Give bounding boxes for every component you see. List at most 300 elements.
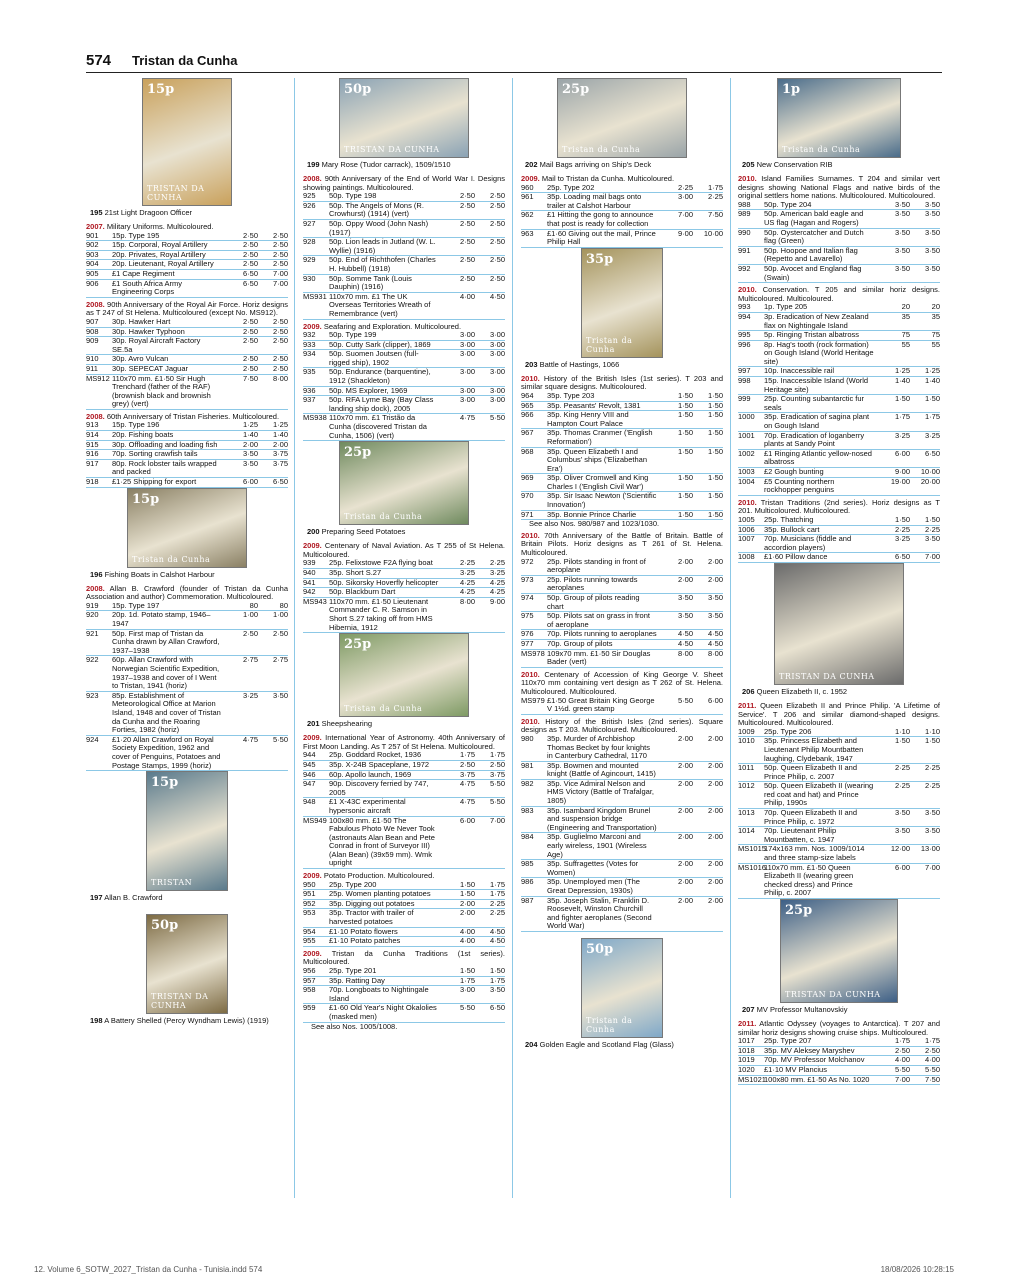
stamp-figure: [521, 248, 723, 369]
catalogue-number: 905: [86, 268, 99, 278]
issue-year: 2008.: [86, 583, 105, 593]
catalogue-number: 969: [521, 473, 534, 483]
issue-heading: [738, 175, 940, 201]
stamp-description: £1 Ringing Atlantic yellow-nosed albatross: [764, 448, 872, 467]
stamp-image: [774, 563, 904, 685]
unused-price: 4·75: [459, 413, 475, 423]
used-price: 4·25: [489, 587, 505, 597]
unused-price: 6·00: [894, 448, 910, 458]
catalogue-row: [738, 827, 940, 845]
catalogue-number: 1007: [738, 534, 755, 544]
stamp-description: 30p. Avro Vulcan: [112, 354, 169, 364]
stamp-description: £1·20 Allan Crawford on Royal Society Expedition, 1962 and cover of Penguins, Potatoes and Postage Stamps, 1999 (horiz): [112, 734, 221, 770]
catalogue-number: 913: [86, 420, 99, 430]
caption-number: 198: [90, 1016, 103, 1026]
catalogue-row: [521, 448, 723, 475]
stamp-description: 25p. Women planting potatoes: [329, 889, 431, 899]
catalogue-row: [521, 878, 723, 896]
stamp-caption: [525, 160, 723, 169]
catalogue-row: [521, 193, 723, 211]
see-also-note: See also Nos. 1005/1008.: [311, 1021, 398, 1031]
used-price: 7·50: [924, 1074, 940, 1084]
catalogue-number: 955: [303, 936, 316, 946]
stamp-description: 35p. Tractor with trailer of harvested potatoes: [329, 908, 414, 927]
catalogue-number: 921: [86, 628, 99, 638]
unused-price: 3·00: [459, 339, 475, 349]
stamp-description: 15p. Inaccessible Island (World Heritage site): [764, 376, 869, 394]
stamp-description: 15p. Type 197: [112, 600, 160, 610]
used-price: 9·00: [489, 596, 505, 606]
used-price: 4·50: [707, 638, 723, 648]
issue-heading: [86, 301, 288, 318]
stamp-description: 35p. Joseph Stalin, Franklin D. Roosevelt, Winston Churchill and fighter aeroplanes (Second World War): [547, 895, 652, 931]
unused-price: 2·50: [459, 200, 475, 210]
unused-price: 2·50: [242, 354, 258, 364]
used-price: 2·50: [272, 354, 288, 364]
stamp-description: 50p. Avocet and England flag (Swain): [764, 263, 862, 282]
catalogue-number: 986: [521, 877, 534, 887]
used-price: 3·50: [924, 227, 940, 237]
catalogue-number: 1020: [738, 1064, 755, 1074]
catalogue-row: [521, 576, 723, 594]
unused-price: 6·50: [242, 278, 258, 288]
stamp-value: 15p: [147, 82, 175, 97]
used-price: 1·50: [707, 400, 723, 410]
stamp-description: 50p. Pilots sat on grass in front of aeroplane: [547, 611, 650, 629]
stamp-image: [146, 914, 228, 1014]
issue-section: [738, 499, 940, 563]
caption-number: 205: [742, 160, 755, 169]
unused-price: 3·25: [242, 690, 258, 700]
unused-price: 3·50: [242, 449, 258, 459]
stamp-description: 35p. King Henry VIII and Hampton Court Palace: [547, 410, 629, 428]
unused-price: 2·00: [242, 439, 258, 449]
catalogue-number: 995: [738, 330, 751, 340]
used-price: 3·50: [924, 263, 940, 273]
stamp-image: [127, 488, 247, 568]
catalogue-number: MS978: [521, 648, 545, 658]
issue-year: 2010.: [521, 373, 540, 383]
stamp-description: 50p. RFA Lyme Bay (Bay Class landing ship dock), 2005: [329, 395, 434, 413]
stamp-description: 20p. Fishing boats: [112, 430, 174, 440]
issue-year: 2010.: [738, 174, 757, 183]
catalogue-number: 998: [738, 376, 751, 386]
stamp-figure: [303, 633, 505, 728]
unused-price: 2·50: [242, 336, 258, 346]
stamp-description: 50p. First map of Tristan da Cunha drawn by Allan Crawford, 1937–1938: [112, 628, 220, 655]
unused-price: 1·50: [459, 966, 475, 975]
catalogue-number: 909: [86, 336, 99, 346]
stamp-description: 35p. Bullock cart: [764, 524, 820, 534]
unused-price: 3·50: [894, 199, 910, 209]
catalogue-number: 1014: [738, 826, 755, 836]
stamp-country: TRISTAN DA CUNHA: [785, 990, 881, 999]
used-price: 2·25: [707, 192, 723, 202]
unused-price: 4·75: [242, 734, 258, 744]
used-price: 1·75: [489, 975, 505, 985]
catalogue-number: 944: [303, 750, 316, 760]
used-price: 3·50: [489, 985, 505, 995]
issue-section: [86, 301, 288, 410]
stamp-image: [557, 78, 687, 158]
catalogue-number: 1012: [738, 781, 755, 791]
issue-year: 2007.: [86, 222, 105, 231]
used-price: 2·50: [272, 336, 288, 346]
used-price: 7·00: [924, 552, 940, 562]
issue-heading: [521, 532, 723, 558]
used-price: 1·75: [489, 879, 505, 889]
stamp-country: Tristan da Cunha: [586, 1015, 633, 1034]
stamp-figure: [521, 78, 723, 169]
catalogue-number: 990: [738, 227, 751, 237]
unused-price: 1·50: [677, 428, 693, 438]
issue-year: 2008.: [303, 174, 322, 183]
unused-price: 2·00: [459, 908, 475, 918]
catalogue-number: 984: [521, 832, 534, 842]
stamp-description: 25p. Type 201: [329, 966, 377, 975]
stamp-country: TRISTAN DA CUNHA: [779, 671, 875, 681]
catalogue-row: [303, 220, 505, 238]
stamp-description: 25p. Type 206: [764, 726, 812, 736]
stamp-country: Tristan da Cunha: [586, 335, 633, 354]
unused-price: 3·50: [894, 209, 910, 219]
catalogue-number: 1001: [738, 430, 755, 440]
catalogue-row: [303, 202, 505, 220]
stamp-caption: [307, 160, 505, 169]
catalogue-number: 1004: [738, 476, 755, 486]
used-price: 2·25: [924, 524, 940, 534]
unused-price: 2·50: [242, 363, 258, 373]
stamp-figure: [86, 914, 288, 1025]
catalogue-row: [738, 782, 940, 809]
caption-text: New Conservation RIB: [756, 160, 833, 169]
catalogue-number: MS949: [303, 815, 327, 825]
unused-price: 4·25: [459, 577, 475, 587]
stamp-description: 50p. Group of pilots reading chart: [547, 593, 640, 611]
stamp-image: [339, 633, 469, 717]
issue-description: Queen Elizabeth II and Prince Philip. 'A Lifetime of Service'. T 206 and similar diamond-shaped designs. Multicoloured. Multicoloured.: [738, 700, 940, 728]
unused-price: 7·00: [894, 1074, 910, 1084]
unused-price: 2·50: [242, 326, 258, 336]
unused-price: 4·50: [677, 638, 693, 648]
used-price: 3·50: [924, 245, 940, 255]
stamp-description: 70p. Pilots running to aeroplanes: [547, 629, 657, 639]
stamp-description: 50p. American bald eagle and US flag (Hagan and Rogers): [764, 209, 864, 227]
catalogue-number: 915: [86, 439, 99, 449]
used-price: 4·50: [489, 926, 505, 936]
used-price: 3·50: [924, 534, 940, 544]
issue-year: 2011.: [738, 700, 757, 710]
stamp-description: 35p. X-24B Spaceplane, 1972: [329, 759, 430, 769]
catalogue-row: [86, 656, 288, 691]
stamp-country: Tristan da Cunha: [344, 512, 423, 522]
used-price: 2·25: [489, 908, 505, 918]
footer-file: 12. Volume 6_SOTW_2027_Tristan da Cunha - Tunisia.indd 574: [34, 1265, 263, 1274]
catalogue-number: 937: [303, 395, 316, 405]
stamp-figure: [303, 78, 505, 169]
used-price: 2·50: [489, 255, 505, 265]
catalogue-number: 957: [303, 975, 316, 985]
catalogue-number: 925: [303, 191, 316, 201]
used-price: 2·00: [707, 805, 723, 815]
unused-price: 1·50: [459, 889, 475, 899]
catalogue-number: 1018: [738, 1045, 755, 1055]
stamp-description: 50p. Sikorsky Hoverfly helicopter: [329, 577, 439, 587]
stamp-figure: [303, 441, 505, 536]
stamp-country: Tristan da Cunha: [562, 145, 641, 154]
catalogue-row: [521, 735, 723, 762]
used-price: 1·50: [707, 509, 723, 519]
used-price: 3·25: [489, 568, 505, 577]
catalogue-number: 962: [521, 210, 534, 220]
catalogue-number: 981: [521, 760, 534, 770]
issue-description: Allan B. Crawford (founder of Tristan da Cunha Association and author) Commemoration. Multicoloured.: [86, 583, 288, 602]
catalogue-row: [86, 375, 288, 410]
catalogue-row: [303, 238, 505, 256]
unused-price: 2·50: [459, 255, 475, 265]
unused-price: 1·50: [677, 446, 693, 456]
stamp-description: 50p. Hoopoe and Italian flag (Repetto and Lavarello): [764, 245, 858, 264]
used-price: 10·00: [920, 467, 940, 476]
caption-text: Queen Elizabeth II, c. 1952: [756, 686, 848, 696]
unused-price: 2·50: [459, 218, 475, 228]
issue-description: Tristan da Cunha Traditions (1st series). Multicoloured.: [303, 948, 505, 967]
issue-section: [521, 532, 723, 668]
catalogue-number: 965: [521, 400, 534, 410]
catalogue-number: 906: [86, 278, 99, 288]
issue-year: 2008.: [86, 299, 105, 309]
stamp-description: 35p. Type 203: [547, 390, 595, 400]
stamp-image: [581, 248, 663, 358]
catalogue-row: [303, 414, 505, 441]
used-price: 3·50: [707, 593, 723, 602]
used-price: 1·75: [707, 182, 723, 192]
stamp-description: 50p. Somme Tank (Louis Dauphin) (1916): [329, 273, 412, 292]
stamp-description: 70p. Eradication of loganberry plants at Sandy Point: [764, 430, 865, 449]
catalogue-number: 923: [86, 690, 99, 700]
catalogue-row: [738, 737, 940, 764]
catalogue-row: [521, 612, 723, 630]
stamp-description: 50p. Queen Elizabeth II and Prince Philip, c. 2007: [764, 763, 857, 781]
catalogue-number: 902: [86, 240, 99, 250]
stamp-image: [339, 78, 469, 158]
unused-price: 5·50: [459, 1003, 475, 1013]
catalogue-number: 950: [303, 879, 316, 889]
used-price: 5·50: [489, 797, 505, 807]
catalogue-row: [738, 553, 940, 563]
catalogue-number: 1017: [738, 1036, 755, 1046]
used-price: 2·00: [707, 778, 723, 788]
used-price: 2·25: [924, 763, 940, 773]
catalogue-row: [521, 429, 723, 447]
used-price: 2·00: [272, 439, 288, 449]
stamp-description: 100x80 mm. £1·50 The Fabulous Photo We Never Took (astronauts Alan Bean and Pete Conrad in front of Surveyor III) (Alan Bean) (39x59 mm). Wmk upright: [329, 815, 435, 868]
stamp-value: 50p: [344, 82, 372, 97]
stamp-caption: [525, 1040, 723, 1049]
catalogue-number: 987: [521, 895, 534, 905]
used-price: 2·50: [489, 200, 505, 210]
unused-price: 2·75: [242, 655, 258, 665]
unused-price: 3·50: [894, 826, 910, 836]
stamp-image: [581, 938, 663, 1038]
issue-section: [738, 175, 940, 283]
catalogue-number: 956: [303, 966, 316, 975]
stamp-description: 8p. Hag's tooth (rock formation) on Gough Island (World Heritage site): [764, 339, 874, 366]
used-price: 7·00: [272, 278, 288, 288]
catalogue-number: 996: [738, 339, 751, 349]
used-price: 2·00: [707, 877, 723, 887]
catalogue-row: [738, 395, 940, 413]
unused-price: 9·00: [677, 228, 693, 238]
stamp-country: Tristan da Cunha: [782, 145, 861, 154]
stamp-description: £1·10 MV Plancius: [764, 1064, 827, 1074]
stamp-country: Tristan da Cunha: [132, 554, 211, 564]
unused-price: 3·50: [242, 458, 258, 468]
catalogue-number: 975: [521, 611, 534, 621]
catalogue-number: 967: [521, 428, 534, 438]
unused-price: 3·50: [894, 245, 910, 255]
catalogue-row: [303, 937, 505, 947]
issue-description: Conservation. T 205 and similar horiz designs. Multicoloured. Multicoloured.: [738, 285, 940, 303]
unused-price: 6·00: [459, 815, 475, 825]
used-price: 3·75: [272, 458, 288, 468]
unused-price: 2·50: [459, 191, 475, 201]
used-price: 3·50: [272, 690, 288, 700]
catalogue-row: [86, 337, 288, 355]
catalogue-row: [303, 350, 505, 368]
catalogue-row: [86, 478, 288, 488]
stamp-value: 50p: [586, 941, 614, 957]
stamp-description: 25p. Type 202: [547, 182, 595, 192]
catalogue-number: 977: [521, 638, 534, 648]
used-price: 1·25: [272, 420, 288, 430]
catalogue-row: [86, 611, 288, 629]
catalogue-row: [86, 630, 288, 657]
stamp-description: 50p. Endurance (barquentine), 1912 (Shackleton): [329, 367, 431, 386]
unused-price: 3·75: [459, 769, 475, 779]
unused-price: 4·75: [459, 797, 475, 807]
unused-price: 5·50: [894, 1064, 910, 1074]
issue-description: Military Uniforms. Multicoloured.: [106, 222, 214, 231]
unused-price: 1·50: [677, 390, 693, 400]
used-price: 2·50: [489, 191, 505, 201]
caption-text: Mary Rose (Tudor carrack), 1509/1510: [321, 160, 451, 169]
unused-price: 2·00: [677, 556, 693, 566]
catalogue-number: 997: [738, 366, 751, 376]
unused-price: 3·00: [459, 985, 475, 995]
unused-price: 1·40: [242, 430, 258, 440]
catalogue-number: 1005: [738, 514, 755, 524]
unused-price: 1·75: [459, 975, 475, 985]
unused-price: 4·25: [459, 587, 475, 597]
stamp-description: 25p. Type 200: [329, 879, 377, 889]
unused-price: 1·25: [242, 420, 258, 430]
used-price: 13·00: [920, 844, 940, 854]
unused-price: 4·00: [459, 926, 475, 936]
unused-price: 2·00: [677, 733, 693, 743]
used-price: 1·50: [924, 736, 940, 746]
stamp-caption: [90, 1016, 288, 1025]
unused-price: 1·50: [677, 491, 693, 501]
unused-price: 1·75: [894, 1036, 910, 1046]
unused-price: 1·75: [894, 412, 910, 422]
unused-price: 3·00: [459, 385, 475, 395]
stamp-description: 50p. Cutty Sark (clipper), 1869: [329, 339, 431, 349]
stamp-description: 35p. Vice Admiral Nelson and HMS Victory (Battle of Trafalgar, 1805): [547, 778, 654, 806]
stamp-country: Tristan da Cunha: [344, 704, 423, 714]
catalogue-number: 974: [521, 593, 534, 602]
stamp-value: 25p: [562, 82, 590, 97]
catalogue-row: [303, 986, 505, 1004]
unused-price: 4·75: [459, 779, 475, 789]
issue-description: Seafaring and Exploration. Multicoloured.: [323, 321, 462, 331]
used-price: 2·50: [489, 759, 505, 769]
issue-heading: [738, 499, 940, 516]
stamp-value: 25p: [785, 903, 813, 918]
caption-number: 203: [525, 359, 538, 369]
stamp-description: 15p. Corporal, Royal Artillery: [112, 240, 208, 250]
stamp-description: 70p. Musicians (fiddle and accordion players): [764, 534, 852, 552]
stamp-image: [146, 771, 228, 891]
unused-price: 1·50: [677, 410, 693, 420]
issue-section: [303, 950, 505, 1031]
unused-price: 2·00: [677, 895, 693, 905]
used-price: 2·00: [707, 574, 723, 584]
stamp-description: £5 Counting northern rockhopper penguins: [764, 476, 835, 495]
catalogue-row: [738, 229, 940, 247]
caption-number: 200: [307, 527, 320, 537]
catalogue-row: [521, 594, 723, 612]
catalogue-row: [521, 211, 723, 229]
stamp-description: 35p. Princess Elizabeth and Lieutenant Philip Mountbatten laughing, Clydebank, 1947: [764, 736, 864, 763]
used-price: 2·25: [489, 558, 505, 568]
unused-price: 1·50: [894, 514, 910, 524]
catalogue-number: 928: [303, 237, 316, 247]
stamp-description: 30p. SEPECAT Jaguar: [112, 363, 189, 373]
issue-section: [738, 702, 940, 899]
stamp-description: 70p. MV Professor Molchanov: [764, 1055, 865, 1065]
used-price: 2·00: [707, 760, 723, 770]
stamp-caption: [90, 570, 288, 579]
issue-year: 2010.: [738, 497, 757, 507]
stamp-figure: [86, 771, 288, 902]
unused-price: 3·25: [459, 568, 475, 577]
stamp-description: 25p. Pilots standing in front of aeroplane: [547, 556, 646, 575]
catalogue-number: 958: [303, 985, 316, 995]
stamp-description: 35p. Suffragettes (Votes for Women): [547, 859, 639, 877]
catalogue-number: 942: [303, 587, 316, 597]
used-price: 1·50: [707, 410, 723, 420]
stamp-country: TRISTAN DA CUNHA: [151, 992, 209, 1011]
stamp-description: 20p. Privates, Royal Artillery: [112, 249, 206, 259]
issue-year: 2009.: [303, 948, 322, 958]
catalogue-row: [521, 558, 723, 576]
catalogue-number: 920: [86, 610, 99, 620]
issue-year: 2009.: [303, 541, 322, 551]
stamp-description: 60p. Apollo launch, 1969: [329, 769, 412, 779]
stamp-description: 50p. The Angels of Mons (R. Crowhurst) (1914) (vert): [329, 200, 424, 219]
stamp-description: 85p. Establishment of Meteorological Office at Marion Island, 1948 and cover of Tristan da Cunha and the Roaring Forties, 1982 (horiz): [112, 690, 221, 735]
stamp-description: 10p. Inaccessible rail: [764, 366, 835, 376]
unused-price: 19·00: [890, 476, 910, 486]
caption-number: 207: [742, 1005, 755, 1014]
used-price: 10·00: [703, 228, 723, 238]
stamp-image: [142, 78, 232, 206]
catalogue-number: 972: [521, 556, 534, 566]
catalogue-number: MS979: [521, 695, 545, 705]
catalogue-number: 985: [521, 859, 534, 869]
catalogue-row: [738, 341, 940, 368]
